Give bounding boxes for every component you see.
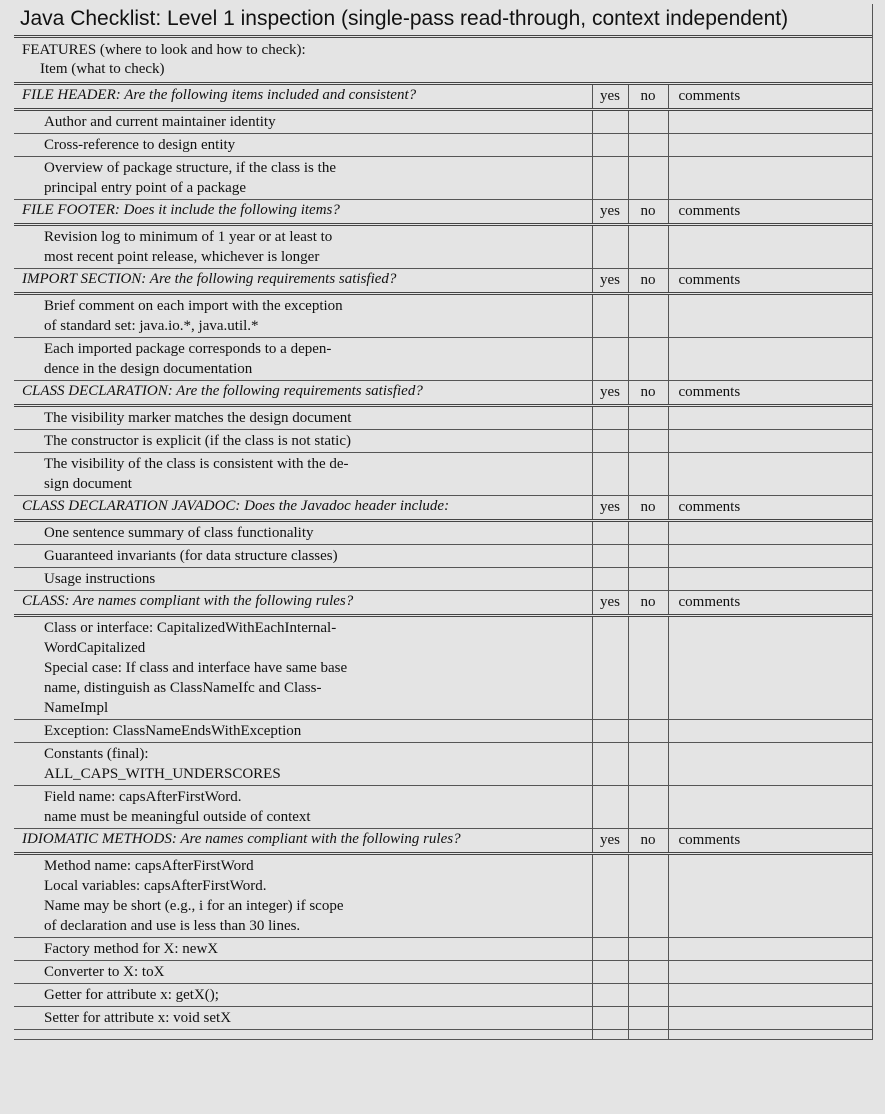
checklist-item-line: principal entry point of a package	[44, 180, 247, 196]
empty-cell	[628, 1030, 668, 1040]
checklist-item-line: Revision log to minimum of 1 year or at least to	[44, 229, 333, 245]
checklist-item-row	[14, 406, 872, 430]
checklist-item-line: Cross-reference to design entity	[44, 137, 236, 153]
section-heading: FILE FOOTER: Does it include the following items?	[14, 200, 592, 225]
yes-checkbox-cell[interactable]	[592, 854, 628, 938]
checklist-item-line: of standard set: java.io.*, java.util.*	[44, 318, 259, 334]
checklist-item-row	[14, 616, 872, 720]
yes-checkbox-cell[interactable]	[592, 134, 628, 157]
checklist-item-text	[14, 157, 592, 200]
checklist-item-text	[14, 1007, 592, 1030]
section-header-row	[14, 269, 872, 294]
checklist-item-line: Usage instructions	[44, 571, 156, 587]
checklist-item-line: sign document	[44, 476, 132, 492]
checklist-item-line: Class or interface: CapitalizedWithEachInternal-	[44, 620, 337, 636]
section-heading: CLASS: Are names compliant with the following rules?	[14, 591, 592, 616]
checklist-item-line: Factory method for X: newX	[44, 941, 219, 957]
checklist-item-line: Name may be short (e.g., i for an integer) if scope	[44, 898, 344, 914]
no-checkbox-cell[interactable]	[628, 134, 668, 157]
checklist-item-line: The visibility of the class is consistent with the de-	[44, 456, 349, 472]
checklist-item-line: Field name: capsAfterFirstWord.	[44, 789, 242, 805]
checklist-item-row	[14, 961, 872, 984]
checklist-item-line: Setter for attribute x: void setX	[44, 1010, 232, 1026]
no-checkbox-cell[interactable]	[628, 406, 668, 430]
comments-cell[interactable]	[668, 545, 872, 568]
no-column-label: no	[628, 200, 668, 225]
comments-cell[interactable]	[668, 938, 872, 961]
checklist-item-text	[14, 545, 592, 568]
checklist-item-row	[14, 338, 872, 381]
checklist-item-text	[14, 294, 592, 338]
checklist-item-row	[14, 984, 872, 1007]
checklist-item-line: One sentence summary of class functionality	[44, 525, 314, 541]
checklist-item-text	[14, 616, 592, 720]
checklist-item-row	[14, 157, 872, 200]
checklist-item-text	[14, 225, 592, 269]
yes-checkbox-cell[interactable]	[592, 720, 628, 743]
yes-column-label: yes	[592, 829, 628, 854]
checklist-item-line: Converter to X: toX	[44, 964, 165, 980]
yes-checkbox-cell[interactable]	[592, 338, 628, 381]
checklist-item-line: Guaranteed invariants (for data structure classes)	[44, 548, 338, 564]
no-checkbox-cell[interactable]	[628, 521, 668, 545]
features-line: FEATURES (where to look and how to check):	[22, 42, 306, 58]
checklist-item-text	[14, 720, 592, 743]
checklist-item-text	[14, 786, 592, 829]
section-heading: IDIOMATIC METHODS: Are names compliant with the following rules?	[14, 829, 592, 854]
no-checkbox-cell[interactable]	[628, 294, 668, 338]
checklist-item-text	[14, 521, 592, 545]
checklist-item-line: name, distinguish as ClassNameIfc and Class-	[44, 680, 322, 696]
empty-cell	[14, 1030, 592, 1040]
comments-cell[interactable]	[668, 453, 872, 496]
checklist-item-line: The visibility marker matches the design document	[44, 410, 352, 426]
yes-checkbox-cell[interactable]	[592, 1007, 628, 1030]
yes-checkbox-cell[interactable]	[592, 938, 628, 961]
no-column-label: no	[628, 591, 668, 616]
checklist-item-line: WordCapitalized	[44, 640, 146, 656]
section-heading: FILE HEADER: Are the following items included and consistent?	[14, 85, 592, 110]
comments-column-label: comments	[668, 85, 872, 110]
yes-column-label: yes	[592, 269, 628, 294]
no-checkbox-cell[interactable]	[628, 225, 668, 269]
comments-column-label: comments	[668, 496, 872, 521]
comments-cell[interactable]	[668, 984, 872, 1007]
section-heading: CLASS DECLARATION JAVADOC: Does the Javadoc header include:	[14, 496, 592, 521]
no-checkbox-cell[interactable]	[628, 110, 668, 134]
checklist-sheet	[14, 4, 873, 1040]
section-header-row	[14, 85, 872, 110]
checklist-item-line: Exception: ClassNameEndsWithException	[44, 723, 302, 739]
no-checkbox-cell[interactable]	[628, 961, 668, 984]
checklist-item-row	[14, 110, 872, 134]
comments-column-label: comments	[668, 591, 872, 616]
yes-column-label: yes	[592, 85, 628, 110]
no-column-label: no	[628, 85, 668, 110]
checklist-item-text	[14, 406, 592, 430]
yes-checkbox-cell[interactable]	[592, 453, 628, 496]
no-checkbox-cell[interactable]	[628, 616, 668, 720]
no-checkbox-cell[interactable]	[628, 338, 668, 381]
section-header-row	[14, 200, 872, 225]
checklist-item-line: Constants (final):	[44, 746, 149, 762]
yes-column-label: yes	[592, 496, 628, 521]
checklist-item-row	[14, 1007, 872, 1030]
checklist-item-line: most recent point release, whichever is longer	[44, 249, 320, 265]
comments-cell[interactable]	[668, 961, 872, 984]
yes-checkbox-cell[interactable]	[592, 616, 628, 720]
checklist-item-row	[14, 453, 872, 496]
checklist-item-text	[14, 743, 592, 786]
section-header-row	[14, 829, 872, 854]
comments-cell[interactable]	[668, 406, 872, 430]
features-item-line: Item (what to check)	[40, 61, 165, 77]
yes-column-label: yes	[592, 200, 628, 225]
comments-column-label: comments	[668, 381, 872, 406]
checklist-item-line: dence in the design documentation	[44, 361, 253, 377]
comments-column-label: comments	[668, 200, 872, 225]
comments-cell[interactable]	[668, 225, 872, 269]
comments-cell[interactable]	[668, 786, 872, 829]
checklist-item-row	[14, 521, 872, 545]
comments-cell[interactable]	[668, 110, 872, 134]
no-checkbox-cell[interactable]	[628, 854, 668, 938]
checklist-item-row	[14, 854, 872, 938]
no-checkbox-cell[interactable]	[628, 430, 668, 453]
checklist-item-text	[14, 984, 592, 1007]
comments-cell[interactable]	[668, 720, 872, 743]
checklist-item-text	[14, 938, 592, 961]
yes-checkbox-cell[interactable]	[592, 110, 628, 134]
checklist-item-line: name must be meaningful outside of context	[44, 809, 311, 825]
comments-cell[interactable]	[668, 616, 872, 720]
no-column-label: no	[628, 496, 668, 521]
no-checkbox-cell[interactable]	[628, 157, 668, 200]
empty-cell	[592, 1030, 628, 1040]
checklist-item-text	[14, 453, 592, 496]
section-header-row	[14, 496, 872, 521]
yes-checkbox-cell[interactable]	[592, 743, 628, 786]
no-column-label: no	[628, 381, 668, 406]
checklist-item-text	[14, 430, 592, 453]
yes-checkbox-cell[interactable]	[592, 545, 628, 568]
checklist-item-line: Local variables: capsAfterFirstWord.	[44, 878, 267, 894]
no-checkbox-cell[interactable]	[628, 984, 668, 1007]
checklist-item-text	[14, 110, 592, 134]
checklist-item-line: Method name: capsAfterFirstWord	[44, 858, 254, 874]
checklist-item-text	[14, 568, 592, 591]
comments-cell[interactable]	[668, 568, 872, 591]
section-heading: IMPORT SECTION: Are the following requirements satisfied?	[14, 269, 592, 294]
checklist-item-row	[14, 134, 872, 157]
no-column-label: no	[628, 269, 668, 294]
checklist-item-text	[14, 134, 592, 157]
checklist-item-row	[14, 545, 872, 568]
comments-cell[interactable]	[668, 854, 872, 938]
section-header-row	[14, 381, 872, 406]
no-checkbox-cell[interactable]	[628, 1007, 668, 1030]
checklist-item-row	[14, 568, 872, 591]
comments-cell[interactable]	[668, 338, 872, 381]
yes-column-label: yes	[592, 381, 628, 406]
yes-checkbox-cell[interactable]	[592, 786, 628, 829]
checklist-item-line: ALL_CAPS_WITH_UNDERSCORES	[44, 766, 281, 782]
section-heading: CLASS DECLARATION: Are the following requirements satisfied?	[14, 381, 592, 406]
checklist-item-line: NameImpl	[44, 700, 109, 716]
checklist-item-text	[14, 961, 592, 984]
yes-checkbox-cell[interactable]	[592, 294, 628, 338]
checklist-item-text	[14, 854, 592, 938]
section-header-row	[14, 591, 872, 616]
checklist-item-line: Brief comment on each import with the exception	[44, 298, 343, 314]
checklist-item-line: Author and current maintainer identity	[44, 114, 276, 130]
comments-cell[interactable]	[668, 1007, 872, 1030]
checklist-item-line: Each imported package corresponds to a depen-	[44, 341, 332, 357]
no-checkbox-cell[interactable]	[628, 545, 668, 568]
checklist-title: Java Checklist: Level 1 inspection (single-pass read-through, context independent)	[14, 4, 872, 38]
yes-checkbox-cell[interactable]	[592, 961, 628, 984]
checklist-item-line: Special case: If class and interface have same base	[44, 660, 348, 676]
comments-column-label: comments	[668, 829, 872, 854]
comments-cell[interactable]	[668, 294, 872, 338]
no-column-label: no	[628, 829, 668, 854]
table-bottom-row	[14, 1030, 872, 1040]
yes-checkbox-cell[interactable]	[592, 406, 628, 430]
checklist-item-row	[14, 294, 872, 338]
checklist-item-line: Getter for attribute x: getX();	[44, 987, 219, 1003]
comments-cell[interactable]	[668, 157, 872, 200]
comments-cell[interactable]	[668, 743, 872, 786]
comments-cell[interactable]	[668, 521, 872, 545]
checklist-table	[14, 85, 872, 1040]
no-checkbox-cell[interactable]	[628, 786, 668, 829]
checklist-item-row	[14, 786, 872, 829]
no-checkbox-cell[interactable]	[628, 568, 668, 591]
comments-column-label: comments	[668, 269, 872, 294]
yes-column-label: yes	[592, 591, 628, 616]
no-checkbox-cell[interactable]	[628, 938, 668, 961]
checklist-item-line: of declaration and use is less than 30 lines.	[44, 918, 301, 934]
comments-cell[interactable]	[668, 134, 872, 157]
no-checkbox-cell[interactable]	[628, 743, 668, 786]
yes-checkbox-cell[interactable]	[592, 568, 628, 591]
yes-checkbox-cell[interactable]	[592, 984, 628, 1007]
comments-cell[interactable]	[668, 430, 872, 453]
checklist-item-row	[14, 938, 872, 961]
yes-checkbox-cell[interactable]	[592, 225, 628, 269]
checklist-item-row	[14, 430, 872, 453]
yes-checkbox-cell[interactable]	[592, 521, 628, 545]
empty-cell	[668, 1030, 872, 1040]
yes-checkbox-cell[interactable]	[592, 157, 628, 200]
no-checkbox-cell[interactable]	[628, 720, 668, 743]
checklist-item-line: The constructor is explicit (if the class is not static)	[44, 433, 352, 449]
checklist-item-line: Overview of package structure, if the class is the	[44, 160, 336, 176]
no-checkbox-cell[interactable]	[628, 453, 668, 496]
checklist-item-row	[14, 743, 872, 786]
yes-checkbox-cell[interactable]	[592, 430, 628, 453]
checklist-item-row	[14, 225, 872, 269]
features-legend	[14, 38, 872, 85]
checklist-item-row	[14, 720, 872, 743]
checklist-item-text	[14, 338, 592, 381]
